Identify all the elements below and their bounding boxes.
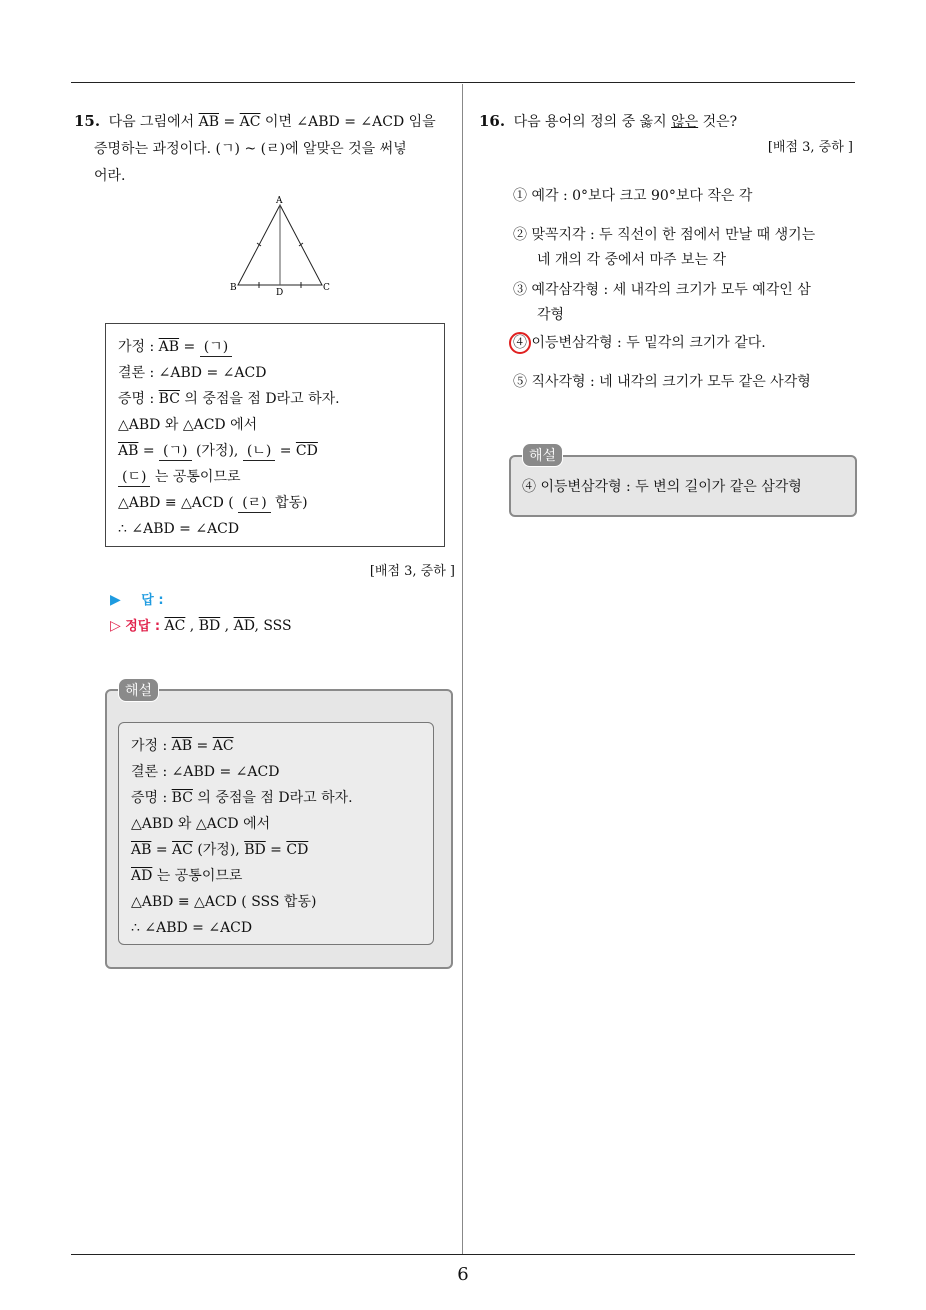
proof-line-assumption: 가정 : $\overline{AB}$ = (ㄱ): [118, 334, 432, 360]
q15-score: [배점 3, 중하 ]: [369, 564, 455, 579]
correct-label: 정답 :: [125, 619, 161, 634]
q16-choice-5[interactable]: ⑤ 직사각형 : 네 내각의 크기가 모두 같은 사각형: [513, 374, 811, 390]
q16-number: 16.: [479, 112, 506, 130]
label-b: B: [230, 283, 237, 293]
blank-a2[interactable]: (ㄱ): [159, 442, 191, 461]
q16-choice-4[interactable]: ④ 이등변삼각형 : 두 밑각의 크기가 같다.: [513, 335, 766, 351]
q16-solution-tag: 해설: [522, 443, 563, 467]
answer-arrow-icon: ▶: [110, 592, 121, 608]
proof-line-proof: 증명 : $\overline{BC}$ 의 중점을 점 D라고 하자.: [118, 391, 340, 407]
proof-line-congruence: △ABD ≡ △ACD ( (ㄹ) 합동): [118, 495, 308, 511]
proof-line-conclusion: 결론 : ∠ABD = ∠ACD: [118, 365, 267, 381]
column-divider: [462, 84, 463, 1254]
label-c: C: [323, 283, 330, 293]
q15-stem: 15. 다음 그림에서 $\overline{AB} = \overline{AC}$ 이면 ∠ABD = ∠ACD 임을 증명하는 과정이다. (ㄱ) ~ (ㄹ)에 알맞은 것을 써넣 어라.: [74, 112, 436, 184]
triangle-figure: [228, 193, 338, 299]
q16-choice-3[interactable]: ③ 예각삼각형 : 세 내각의 크기가 모두 예각인 삼 각형: [513, 282, 811, 323]
page-number: 6: [457, 1264, 469, 1285]
q15-solution-box: 가정 : $\overline{AB} = \overline{AC}$ 결론 : ∠ABD = ∠ACD 증명 : $\overline{BC}$ 의 중점을 점 D라고 하자. △ABD 와 △ACD 에서 $\overline{AB} = \overline{AC}$ (가정), $\overline{BD} = \overline{CD}$ $\overline{AD}$ 는 공통이므로 △ABD ≡ △ACD ( SSS 합동) ∴ ∠ABD = ∠ACD: [118, 722, 434, 945]
blank-a[interactable]: (ㄱ): [200, 338, 232, 357]
blank-b[interactable]: (ㄴ): [243, 442, 275, 461]
blank-d[interactable]: (ㄹ): [238, 494, 270, 513]
q16-choice-1[interactable]: ① 예각 : 0°보다 크고 90°보다 작은 각: [513, 188, 753, 204]
bottom-rule: [71, 1254, 855, 1255]
label-d: D: [276, 288, 284, 298]
blank-c[interactable]: (ㄷ): [118, 468, 150, 487]
proof-line-common: (ㄷ) 는 공통이므로: [118, 464, 432, 490]
q15-proof-box: [105, 323, 445, 547]
proof-line-sides: $\overline{AB}$ = (ㄱ) (가정), (ㄴ) = $\overline{CD}$: [118, 443, 318, 459]
q15-correct-row: ▷ 정답 : $\overline{AC}$ , $\overline{BD}$ , $\overline{AD}$, SSS: [110, 618, 292, 634]
label-a: A: [276, 196, 283, 206]
q16-stem: 16. 다음 용어의 정의 중 옳지 않은 것은?: [479, 112, 738, 130]
proof-line-triangles: △ABD 와 △ACD 에서: [118, 417, 258, 433]
q16-choice-2[interactable]: ② 맞꼭지각 : 두 직선이 한 점에서 만날 때 생기는 네 개의 각 중에서 마주 보는 각: [513, 227, 816, 268]
q16-solution-text: ④ 이등변삼각형 : 두 변의 길이가 같은 삼각형: [522, 479, 802, 495]
answer-label: 답 :: [141, 593, 164, 608]
proof-line-therefore: ∴ ∠ABD = ∠ACD: [118, 521, 240, 537]
q15-number: 15.: [74, 112, 101, 130]
q15-answer-row: [110, 589, 164, 608]
q15-solution-tag: 해설: [118, 678, 159, 702]
correct-arrow-icon: ▷: [110, 618, 121, 634]
q16-score: [배점 3, 중하 ]: [767, 140, 853, 155]
top-rule: [71, 82, 855, 83]
